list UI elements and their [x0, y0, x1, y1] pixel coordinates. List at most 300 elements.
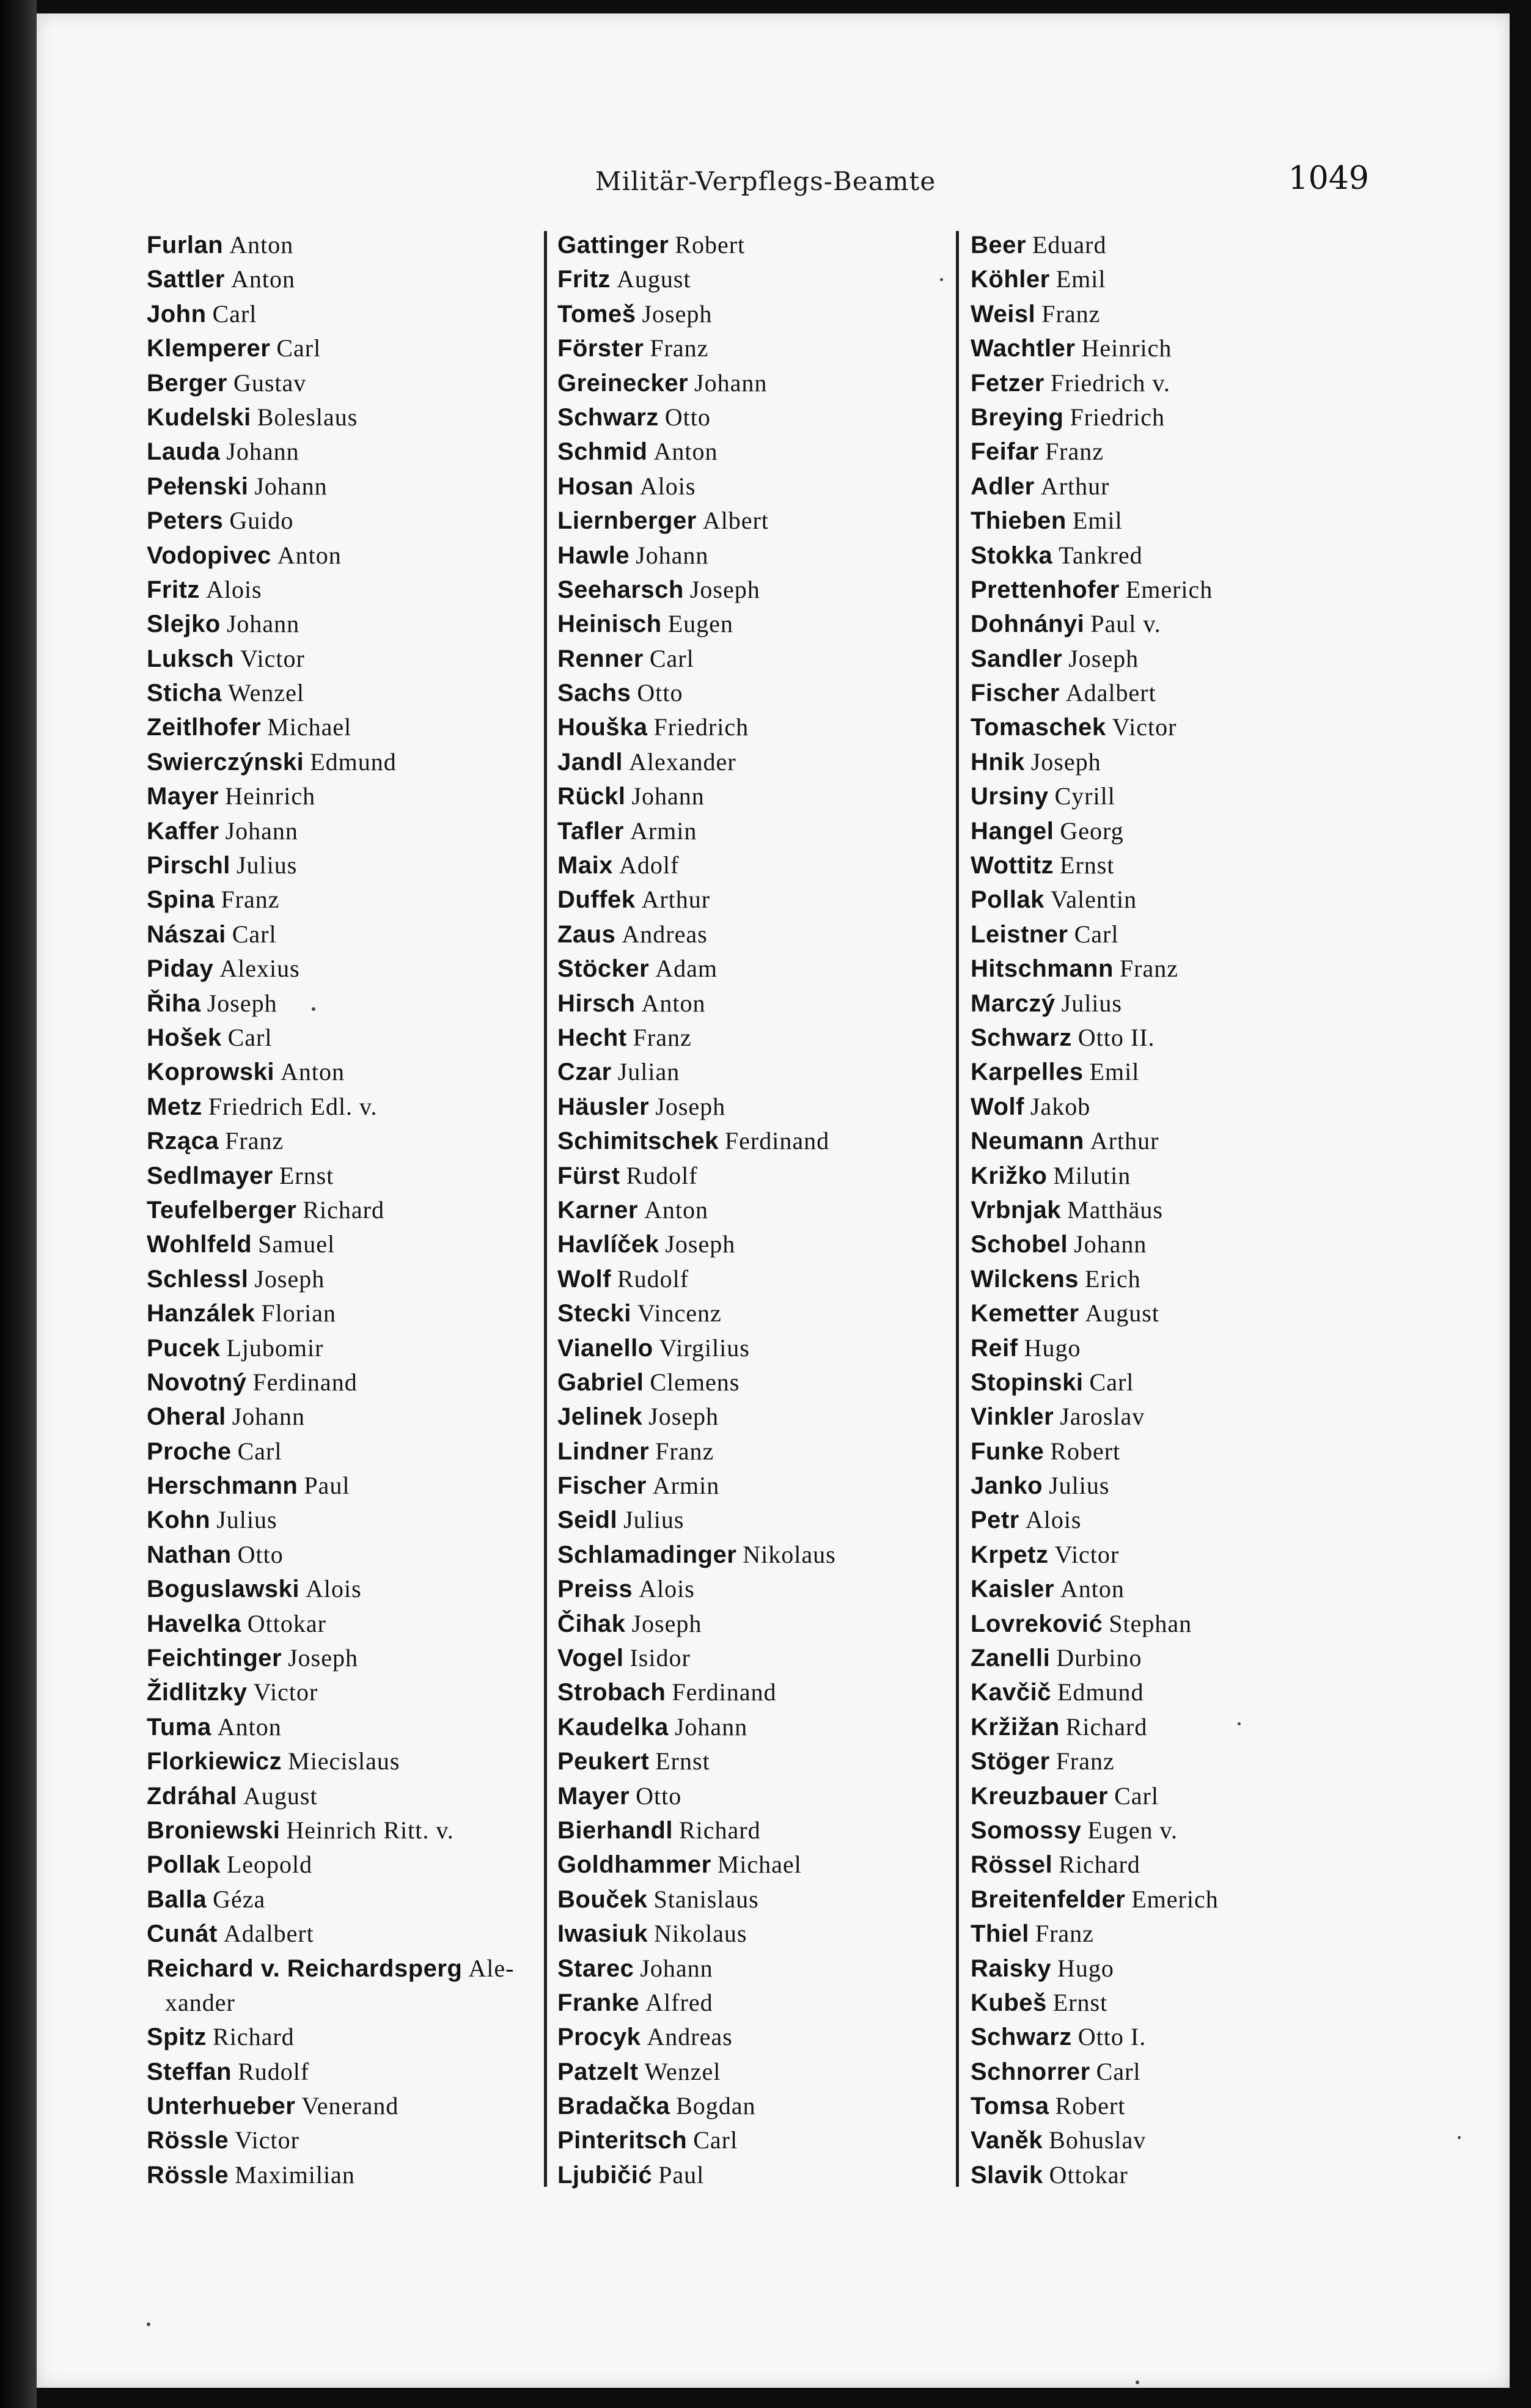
- entry-surname: Zdráhal: [147, 1782, 237, 1810]
- entry-given-name: Carl: [1089, 1368, 1134, 1396]
- entry-given-name: Carl: [693, 2126, 738, 2154]
- entry-given-name: Jakob: [1030, 1092, 1091, 1120]
- name-entry: [147, 642, 562, 676]
- entry-given-name: Arthur: [1040, 472, 1110, 500]
- entry-surname: Rössle: [147, 2161, 229, 2189]
- entry-surname: Karner: [557, 1196, 638, 1224]
- entry-surname: Janko: [971, 1472, 1043, 1500]
- entry-surname: Jelinek: [557, 1403, 643, 1431]
- entry-given-name: Joseph: [288, 1644, 358, 1672]
- name-entry: [557, 366, 973, 400]
- entry-surname: Wilckens: [971, 1265, 1079, 1293]
- entry-surname: Rząca: [147, 1128, 219, 1155]
- entry-given-name: Franz: [1041, 299, 1101, 328]
- name-entry: [557, 331, 973, 365]
- entry-surname: Hitschmann: [971, 955, 1114, 983]
- entry-given-name: Bohuslav: [1049, 2126, 1147, 2154]
- name-entry: [557, 710, 973, 744]
- entry-given-name: Emerich: [1131, 1885, 1219, 1913]
- name-entry: [971, 1331, 1386, 1365]
- entry-given-name: Ottokar: [1049, 2160, 1128, 2189]
- entry-given-name: Friedrich: [1070, 403, 1166, 431]
- entry-given-name: Otto: [637, 679, 683, 707]
- entry-given-name: Heinrich Ritt. v.: [286, 1816, 454, 1844]
- name-entry: [147, 848, 562, 883]
- entry-given-name: Rudolf: [626, 1161, 698, 1189]
- entry-surname: Adler: [971, 472, 1035, 500]
- name-column-2: [557, 228, 973, 2192]
- entry-given-name: August: [1085, 1299, 1159, 1327]
- entry-surname: Koprowski: [147, 1059, 274, 1086]
- name-entry: [147, 1159, 562, 1193]
- entry-given-name: Carl: [232, 920, 277, 948]
- entry-given-name: Johann: [254, 472, 328, 500]
- name-entry: [147, 538, 562, 573]
- entry-given-name: Johann: [674, 1712, 748, 1741]
- entry-given-name: Valentin: [1050, 886, 1137, 914]
- name-entry: [147, 2158, 562, 2192]
- entry-given-name: Nikolaus: [654, 1920, 747, 1948]
- entry-surname: Hecht: [557, 1024, 627, 1051]
- entry-given-name: Alois: [639, 1575, 695, 1603]
- name-entry: [971, 1848, 1386, 1882]
- entry-surname: Patzelt: [557, 2058, 639, 2085]
- name-entry: [971, 745, 1386, 779]
- name-entry: [971, 917, 1386, 952]
- entry-surname: Stöcker: [557, 955, 650, 983]
- entry-surname: Klemperer: [147, 335, 271, 362]
- entry-given-name: Julius: [623, 1506, 685, 1534]
- name-entry: [147, 1882, 562, 1917]
- entry-given-name: Alois: [1025, 1506, 1082, 1534]
- entry-given-name: Franz: [655, 1437, 714, 1465]
- name-entry: [557, 917, 973, 952]
- name-entry: [557, 607, 973, 641]
- entry-given-name: Leopold: [226, 1851, 313, 1879]
- name-entry: [147, 1193, 562, 1227]
- name-entry: [147, 228, 562, 262]
- entry-surname: Krpetz: [971, 1541, 1049, 1568]
- entry-surname: Prettenhofer: [971, 576, 1120, 603]
- name-entry: [557, 1779, 973, 1813]
- entry-surname: Peukert: [557, 1748, 650, 1775]
- entry-surname: Schlamadinger: [557, 1541, 737, 1568]
- entry-given-name: Johann: [232, 1403, 306, 1431]
- name-entry: [971, 1434, 1386, 1469]
- name-entry: [557, 469, 973, 504]
- entry-given-name: Paul v.: [1090, 610, 1161, 638]
- name-entry: [557, 1365, 973, 1400]
- entry-surname: Stopinski: [971, 1368, 1084, 1396]
- entry-given-name: Johann: [226, 610, 300, 638]
- name-entry: [147, 1469, 562, 1503]
- entry-surname: Vinkler: [971, 1403, 1054, 1431]
- entry-surname: Förster: [557, 335, 644, 362]
- entry-surname: Rössel: [971, 1851, 1053, 1879]
- entry-surname: Funke: [971, 1437, 1045, 1465]
- entry-given-name: Georg: [1060, 817, 1124, 845]
- entry-given-name: Adam: [655, 955, 718, 983]
- entry-given-name: Emil: [1072, 507, 1123, 535]
- entry-surname: Zeitlhofer: [147, 714, 262, 741]
- name-entry: [557, 1400, 973, 1434]
- name-entry: [557, 1159, 973, 1193]
- entry-surname: Herschmann: [147, 1472, 298, 1500]
- entry-surname: Kaudelka: [557, 1713, 669, 1741]
- entry-surname: Broniewski: [147, 1816, 281, 1844]
- name-entry: [557, 848, 973, 883]
- entry-surname: Piday: [147, 955, 214, 983]
- entry-given-name: Richard: [678, 1816, 761, 1844]
- name-entry: [971, 297, 1386, 331]
- name-entry: [147, 1331, 562, 1365]
- entry-surname: Stecki: [557, 1300, 631, 1327]
- name-entry: [971, 710, 1386, 744]
- entry-given-name: Carl: [1114, 1782, 1159, 1810]
- entry-given-name: Otto: [664, 403, 711, 431]
- entry-given-name: Michael: [717, 1851, 802, 1879]
- name-entry: [147, 745, 562, 779]
- name-entry: [971, 1882, 1386, 1917]
- entry-given-name: Nikolaus: [743, 1540, 836, 1568]
- name-entry: [147, 366, 562, 400]
- entry-given-name: Joseph: [1030, 747, 1101, 776]
- name-entry: [971, 814, 1386, 848]
- entry-surname: Schnorrer: [971, 2058, 1090, 2085]
- name-entry: [971, 435, 1386, 469]
- entry-surname: Hirsch: [557, 989, 636, 1017]
- name-entry: [971, 538, 1386, 573]
- name-entry: [147, 1296, 562, 1331]
- entry-given-name: Anton: [653, 438, 718, 466]
- entry-surname: Petr: [971, 1507, 1019, 1534]
- print-speck: [940, 278, 943, 281]
- entry-given-name: Ferdinand: [672, 1678, 777, 1706]
- entry-given-name: August: [616, 265, 691, 293]
- name-entry: [971, 1193, 1386, 1227]
- entry-surname: Maix: [557, 852, 613, 879]
- name-entry: [557, 1434, 973, 1469]
- name-entry: [147, 262, 562, 296]
- entry-surname: Nathan: [147, 1541, 232, 1568]
- entry-surname: Procyk: [557, 2024, 641, 2051]
- entry-given-name: Franz: [633, 1023, 692, 1051]
- entry-given-name: Anton: [1060, 1575, 1125, 1603]
- entry-given-name: Erich: [1085, 1265, 1141, 1293]
- entry-surname: Bierhandl: [557, 1816, 673, 1844]
- entry-surname: Feichtinger: [147, 1645, 282, 1672]
- entry-surname: Oheral: [147, 1403, 226, 1431]
- entry-given-name: Eugen: [667, 610, 733, 638]
- name-entry: [557, 986, 973, 1021]
- entry-given-name: Carl: [237, 1437, 282, 1465]
- entry-given-name: Johann: [226, 438, 299, 466]
- entry-given-name: Carl: [1096, 2057, 1141, 2085]
- entry-surname: Sedlmayer: [147, 1162, 273, 1189]
- name-entry: [971, 469, 1386, 504]
- entry-surname: Pollak: [971, 886, 1045, 914]
- entry-given-name: Carl: [227, 1023, 273, 1051]
- entry-surname: Swierczýnski: [147, 748, 304, 776]
- entry-surname: Feifar: [971, 438, 1039, 466]
- name-entry: [557, 538, 973, 573]
- entry-surname: Pełenski: [147, 472, 249, 500]
- name-entry: [971, 504, 1386, 538]
- name-entry: [557, 1331, 973, 1365]
- entry-surname: Reichard v. Reichardsperg: [147, 1955, 463, 1982]
- entry-given-name: Richard: [213, 2023, 295, 2051]
- name-entry: [557, 2158, 973, 2192]
- name-entry: [557, 1193, 973, 1227]
- name-entry: [147, 1572, 562, 1606]
- entry-given-name: Clemens: [650, 1368, 740, 1396]
- entry-surname: Köhler: [971, 266, 1050, 293]
- entry-given-name: Anton: [217, 1712, 282, 1741]
- entry-given-name: Arthur: [641, 886, 711, 914]
- entry-given-name: Emerich: [1125, 575, 1213, 603]
- entry-surname: Kavčič: [971, 1679, 1051, 1706]
- entry-given-name: Eugen v.: [1087, 1816, 1178, 1844]
- entry-surname: Lovreković: [971, 1610, 1103, 1637]
- entry-given-name: Richard: [303, 1195, 384, 1224]
- name-entry: [971, 642, 1386, 676]
- entry-given-name: Rudolf: [238, 2057, 310, 2085]
- entry-given-name: Joseph: [648, 1403, 719, 1431]
- name-entry: [147, 607, 562, 641]
- entry-surname: Tomsa: [971, 2093, 1049, 2120]
- entry-given-name: Robert: [1050, 1437, 1121, 1465]
- entry-given-name: Adalbert: [1065, 679, 1156, 707]
- entry-surname: Boguslawski: [147, 1576, 300, 1603]
- entry-given-name: Hugo: [1057, 1954, 1114, 1982]
- entry-given-name: Victor: [1054, 1540, 1120, 1568]
- entry-given-name: Joseph: [665, 1230, 736, 1258]
- entry-given-name: Ale-: [468, 1954, 515, 1982]
- name-entry: [971, 848, 1386, 883]
- entry-given-name: Julian: [617, 1058, 680, 1086]
- entry-given-name: Friedrich v.: [1050, 369, 1170, 397]
- entry-given-name: Guido: [229, 507, 294, 535]
- entry-given-name: Michael: [267, 713, 352, 741]
- name-entry: [557, 2123, 973, 2157]
- entry-given-name: Carl: [276, 334, 321, 362]
- entry-surname: Vodopivec: [147, 541, 271, 569]
- entry-given-name: Matthäus: [1067, 1195, 1163, 1224]
- entry-surname: Rückl: [557, 783, 626, 810]
- name-entry: [557, 1469, 973, 1503]
- entry-surname: Raisky: [971, 1955, 1051, 1982]
- entry-given-name: Alois: [205, 575, 262, 603]
- name-entry: [557, 779, 973, 813]
- entry-surname: Pirschl: [147, 852, 230, 879]
- entry-surname: Kržižan: [971, 1713, 1060, 1741]
- entry-given-name: Eduard: [1032, 231, 1107, 259]
- entry-surname: Reif: [971, 1334, 1018, 1362]
- entry-surname: Beer: [971, 232, 1026, 259]
- entry-given-name: Otto: [237, 1540, 284, 1568]
- entry-surname: Hangel: [971, 817, 1054, 845]
- entry-surname: Fürst: [557, 1162, 620, 1189]
- entry-surname: Stöger: [971, 1748, 1050, 1775]
- name-entry: [557, 2089, 973, 2123]
- entry-surname: Goldhammer: [557, 1851, 711, 1879]
- entry-surname: Tuma: [147, 1713, 211, 1741]
- entry-given-name: Gustav: [233, 369, 307, 397]
- entry-surname: Hošek: [147, 1024, 222, 1051]
- entry-given-name: Joseph: [689, 575, 760, 603]
- entry-surname: Sattler: [147, 266, 225, 293]
- entry-given-name: Armin: [652, 1472, 720, 1500]
- entry-given-name: Alexius: [219, 955, 300, 983]
- name-entry: [971, 366, 1386, 400]
- entry-surname: Tafler: [557, 817, 624, 845]
- entry-given-name: Johann: [694, 369, 768, 397]
- name-entry: [557, 1572, 973, 1606]
- entry-surname: John: [147, 300, 207, 328]
- entry-given-name: Albert: [702, 507, 769, 535]
- name-entry: [971, 1986, 1386, 2020]
- entry-surname: Wolf: [557, 1265, 611, 1293]
- running-header-title: Militär-Verpflegs-Beamte: [595, 166, 936, 196]
- entry-surname: Weisl: [971, 300, 1036, 328]
- name-entry: [147, 1641, 562, 1675]
- entry-surname: Florkiewicz: [147, 1748, 282, 1775]
- entry-surname: Fritz: [557, 266, 611, 293]
- entry-surname: Ursiny: [971, 783, 1049, 810]
- entry-given-name: Boleslaus: [257, 403, 358, 431]
- entry-given-name: Johann: [1074, 1230, 1147, 1258]
- name-entry: [971, 1365, 1386, 1400]
- entry-surname: Balla: [147, 1885, 207, 1913]
- entry-surname: Vrbnjak: [971, 1196, 1062, 1224]
- entry-surname: Ljubičić: [557, 2161, 653, 2189]
- entry-surname: Jandl: [557, 748, 623, 776]
- entry-surname: Židlitzky: [147, 1679, 248, 1706]
- entry-given-name: Andreas: [647, 2023, 733, 2051]
- entry-given-name: Friedrich: [653, 713, 749, 741]
- entry-surname: Strobach: [557, 1679, 666, 1706]
- entry-surname: Dohnányi: [971, 611, 1085, 638]
- entry-given-name: Anton: [231, 265, 295, 293]
- name-entry: [971, 779, 1386, 813]
- name-entry: [147, 1744, 562, 1778]
- entry-surname: Furlan: [147, 232, 224, 259]
- entry-surname: Vianello: [557, 1334, 653, 1362]
- entry-surname: Kreuzbauer: [971, 1782, 1109, 1810]
- entry-surname: Tomaschek: [971, 714, 1106, 741]
- name-entry: [147, 986, 562, 1021]
- entry-surname: Schmid: [557, 438, 648, 466]
- entry-given-name: Alexander: [628, 747, 736, 776]
- name-entry: [971, 262, 1386, 296]
- name-entry: [971, 2055, 1386, 2089]
- entry-given-name: Johann: [631, 782, 705, 810]
- name-entry: [147, 676, 562, 710]
- name-entry: [971, 2089, 1386, 2123]
- entry-surname: Leistner: [971, 920, 1068, 948]
- entry-surname: Hnik: [971, 748, 1025, 776]
- name-entry: [971, 400, 1386, 435]
- entry-given-name: Paul: [658, 2160, 705, 2189]
- name-entry: [557, 1986, 973, 2020]
- name-entry: [147, 1538, 562, 1572]
- name-entry: [147, 1951, 562, 1986]
- name-entry: [147, 917, 562, 952]
- name-entry: [147, 1090, 562, 1124]
- entry-given-name: Géza: [213, 1885, 266, 1913]
- entry-surname: Metz: [147, 1093, 202, 1120]
- name-entry: [971, 1469, 1386, 1503]
- entry-given-name: Tankred: [1059, 541, 1143, 569]
- entry-given-name: Anton: [280, 1058, 345, 1086]
- entry-given-name: Otto II.: [1078, 1023, 1155, 1051]
- entry-surname: Sticha: [147, 680, 222, 707]
- entry-given-name: Ernst: [1052, 1988, 1108, 2016]
- name-entry: [971, 1675, 1386, 1709]
- entry-surname: Kohn: [147, 1507, 211, 1534]
- entry-surname: Havlíček: [557, 1231, 659, 1258]
- name-entry: [971, 2020, 1386, 2054]
- entry-surname: Schwarz: [557, 403, 659, 431]
- name-entry: [971, 1090, 1386, 1124]
- name-entry: [557, 1951, 973, 1986]
- entry-given-name: Florian: [261, 1299, 336, 1327]
- entry-surname: Hawle: [557, 541, 630, 569]
- entry-surname: Pucek: [147, 1334, 221, 1362]
- entry-given-name: Ottokar: [247, 1609, 326, 1637]
- name-entry: [557, 676, 973, 710]
- book-binding-edge: [0, 0, 37, 2408]
- entry-surname: Heinisch: [557, 611, 662, 638]
- name-entry: [971, 952, 1386, 986]
- entry-given-name: xander: [165, 1988, 235, 2016]
- name-entry: [147, 2020, 562, 2054]
- name-column-3: [971, 228, 1386, 2192]
- entry-surname: Slejko: [147, 611, 221, 638]
- entry-surname: Gattinger: [557, 232, 669, 259]
- name-entry: [147, 1262, 562, 1296]
- entry-surname: Spitz: [147, 2024, 207, 2051]
- entry-given-name: Rudolf: [617, 1265, 689, 1293]
- entry-given-name: Anton: [644, 1195, 708, 1224]
- entry-surname: Řiha: [147, 989, 201, 1017]
- entry-surname: Zanelli: [971, 1645, 1051, 1672]
- name-entry: [147, 883, 562, 917]
- name-entry: [147, 1434, 562, 1469]
- entry-given-name: Armin: [630, 817, 697, 845]
- entry-surname: Proche: [147, 1437, 232, 1465]
- entry-given-name: Victor: [235, 2126, 299, 2154]
- entry-surname: Duffek: [557, 886, 636, 914]
- entry-given-name: Bogdan: [676, 2092, 756, 2120]
- name-entry: [147, 1124, 562, 1158]
- entry-surname: Pinteritsch: [557, 2127, 688, 2154]
- entry-given-name: Julius: [1049, 1472, 1110, 1500]
- name-entry: [147, 2055, 562, 2089]
- entry-surname: Kudelski: [147, 403, 251, 431]
- entry-surname: Bradačka: [557, 2093, 670, 2120]
- entry-surname: Hanzálek: [147, 1300, 255, 1327]
- name-entry: [147, 469, 562, 504]
- name-entry: [971, 1124, 1386, 1158]
- entry-surname: Thiel: [971, 1920, 1029, 1948]
- name-entry: [147, 1848, 562, 1882]
- entry-surname: Lauda: [147, 438, 221, 466]
- entry-given-name: Cyrill: [1054, 782, 1115, 810]
- entry-given-name: Alfred: [645, 1988, 713, 2016]
- entry-surname: Čihak: [557, 1610, 626, 1637]
- name-entry: [971, 1227, 1386, 1261]
